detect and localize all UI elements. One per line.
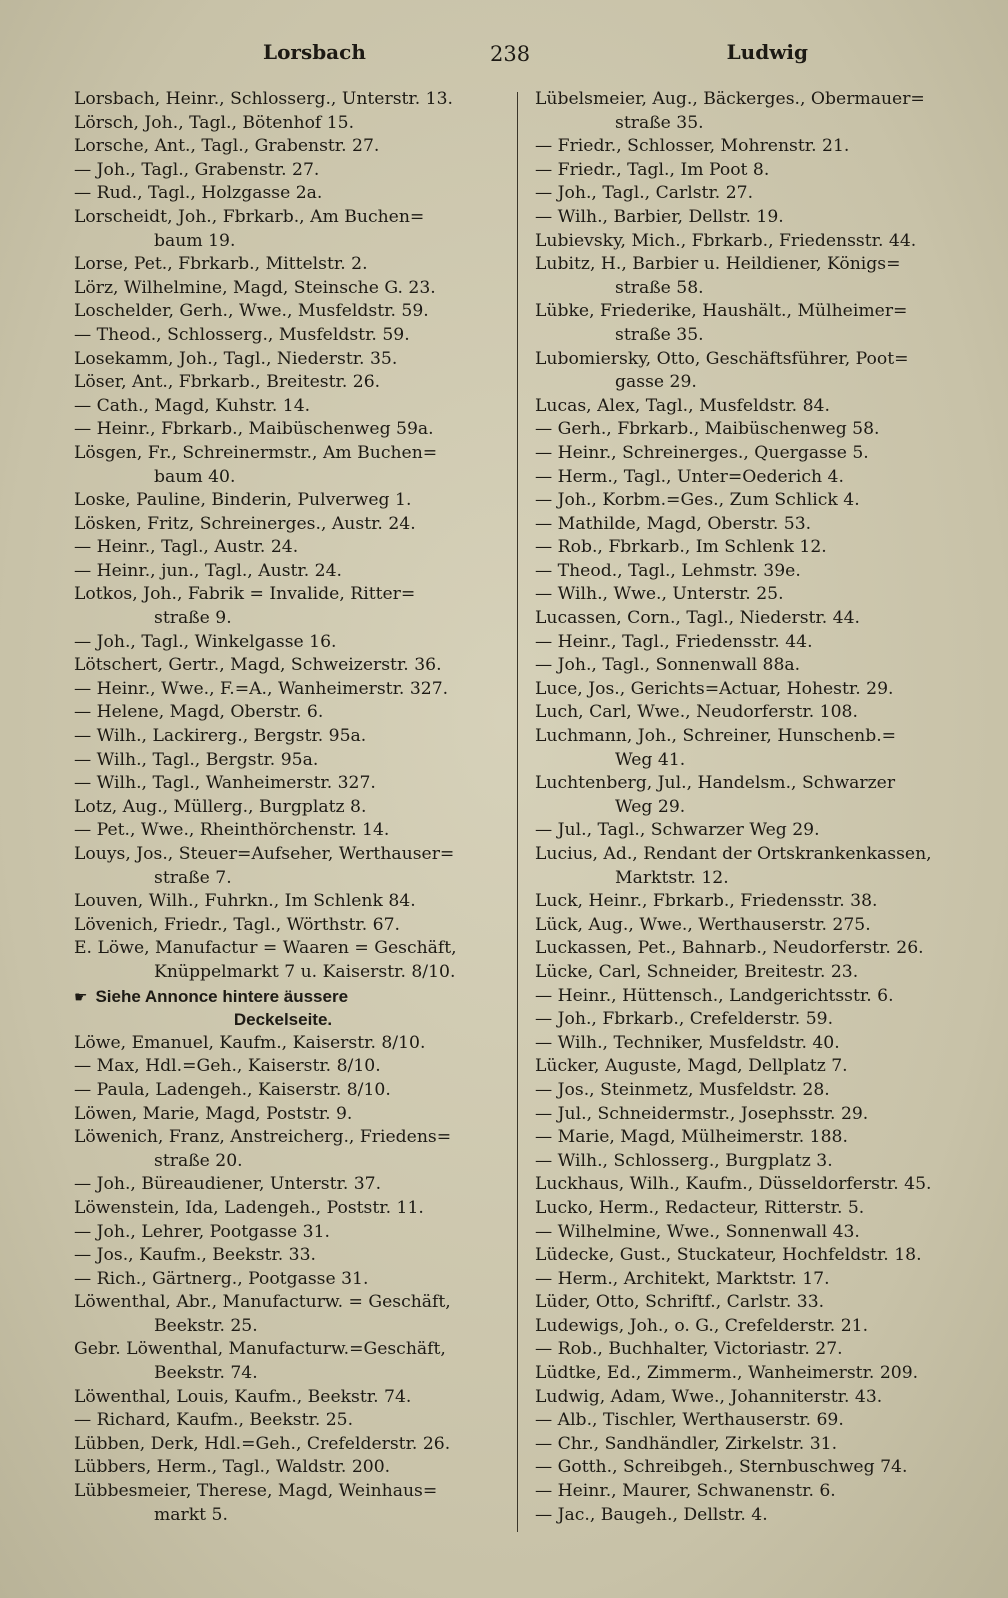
entry-text: Gebr. Löwenthal, Manufacturw.=Geschäft, [74,1339,446,1360]
entry-text: Löwenthal, Louis, Kaufm., Beekstr. 74. [74,1386,412,1407]
entry-text: — Max, Hdl.=Geh., Kaiserstr. 8/10. [74,1056,381,1077]
entry-text: Luck, Heinr., Fbrkarb., Friedensstr. 38. [535,891,878,912]
directory-entry [535,1126,970,1150]
entry-text: Lübbers, Herm., Tagl., Waldstr. 200. [74,1457,391,1478]
entry-continuation [74,1315,492,1339]
entry-continuation [535,867,970,891]
entry-continuation [74,1362,492,1386]
directory-entry [535,1480,970,1504]
entry-continuation [74,867,492,891]
directory-entry [535,1055,970,1079]
entry-continuation [535,796,970,820]
entry-text: — Joh., Fbrkarb., Crefelderstr. 59. [535,1009,834,1030]
entry-text: Lucius, Ad., Rendant der Ortskrankenkassen, [535,844,932,864]
entry-continuation [74,1504,492,1528]
entry-text: Luchmann, Joh., Schreiner, Hunschenb.= [535,726,897,747]
entry-text: — Friedr., Tagl., Im Poot 8. [535,159,770,180]
directory-entry [535,819,970,843]
directory-entry [74,513,492,537]
entry-text: — Joh., Tagl., Carlstr. 27. [535,183,754,204]
directory-entry [74,725,492,749]
entry-text: Lotkos, Joh., Fabrik = Invalide, Ritter= [74,584,416,605]
directory-entry [535,985,970,1009]
entry-text: Marktstr. 12. [615,867,729,888]
directory-entry [74,796,492,820]
entry-text: Löser, Ant., Fbrkarb., Breitestr. 26. [74,372,381,393]
entry-text: baum 19. [154,230,236,251]
directory-entry [535,348,970,372]
directory-entry [74,300,492,324]
entry-text: Lübelsmeier, Aug., Bäckerges., Obermauer= [535,89,925,109]
directory-entry [535,1008,970,1032]
directory-entry [535,206,970,230]
directory-entry [535,1409,970,1433]
directory-entry [74,1338,492,1362]
entry-text: Lubitz, H., Barbier u. Heildiener, Königs= [535,254,901,275]
entry-text: — Chr., Sandhändler, Zirkelstr. 31. [535,1433,838,1454]
directory-entry [74,1386,492,1410]
entry-text: Lorse, Pet., Fbrkarb., Mittelstr. 2. [74,254,368,275]
directory-entry [74,560,492,584]
entry-text: Lucas, Alex, Tagl., Musfeldstr. 84. [535,395,830,416]
entry-text: — Richard, Kaufm., Beekstr. 25. [74,1410,354,1431]
entry-continuation [535,324,970,348]
directory-entry [535,88,970,112]
directory-entry [535,1386,970,1410]
directory-entry [535,1504,970,1528]
directory-entry [74,1103,492,1127]
directory-entry [535,890,970,914]
entry-text: Lüdecke, Gust., Stuckateur, Hochfeldstr. 18. [535,1245,922,1266]
entry-text: Lubomiersky, Otto, Geschäftsführer, Poot= [535,348,909,369]
directory-entry [535,300,970,324]
directory-entry [74,890,492,914]
directory-entry [535,560,970,584]
directory-entry [74,135,492,159]
entry-text: Lübke, Friederike, Haushält., Mülheimer= [535,301,908,322]
directory-entry [74,1126,492,1150]
annonce-note [74,985,492,1009]
entry-text: Lüder, Otto, Schriftf., Carlstr. 33. [535,1292,825,1313]
entry-text: — Gotth., Schreibgeh., Sternbuschweg 74. [535,1457,908,1478]
directory-entry [74,1244,492,1268]
entry-text: — Theod., Schlosserg., Musfeldstr. 59. [74,324,410,345]
entry-text: — Wilh., Tagl., Wanheimerstr. 327. [74,773,376,794]
directory-entry [535,230,970,254]
directory-entry [74,914,492,938]
entry-text: Luckassen, Pet., Bahnarb., Neudorferstr. 26. [535,938,924,959]
directory-entry [74,1433,492,1457]
entry-text: Loschelder, Gerh., Wwe., Musfeldstr. 59. [74,301,429,322]
entry-text: Lövenich, Friedr., Tagl., Wörthstr. 67. [74,914,400,935]
directory-entry [535,961,970,985]
entry-text: Beekstr. 74. [154,1363,258,1384]
directory-entry [74,1409,492,1433]
entry-text: — Heinr., Wwe., F.=A., Wanheimerstr. 327. [74,678,449,699]
entry-text: Lörz, Wilhelmine, Magd, Steinsche G. 23. [74,277,436,298]
entry-text: Louven, Wilh., Fuhrkn., Im Schlenk 84. [74,891,416,912]
directory-entry [74,371,492,395]
entry-text: — Jos., Kaufm., Beekstr. 33. [74,1245,317,1266]
entry-text: — Jac., Baugeh., Dellstr. 4. [535,1504,768,1525]
entry-text: Löwenthal, Abr., Manufacturw. = Geschäft, [74,1292,451,1313]
running-head-left: Lorsbach [263,40,366,64]
directory-entry [535,159,970,183]
directory-entry [535,1268,970,1292]
entry-text: E. Löwe, Manufactur = Waaren = Geschäft, [74,938,457,959]
entry-text: — Wilh., Techniker, Musfeldstr. 40. [535,1032,840,1053]
directory-entry [74,1079,492,1103]
entry-text: straße 35. [615,112,704,133]
entry-text: — Heinr., jun., Tagl., Austr. 24. [74,560,343,581]
directory-entry [74,1291,492,1315]
entry-text: — Joh., Lehrer, Pootgasse 31. [74,1221,330,1242]
entry-text: Löwenich, Franz, Anstreicherg., Friedens= [74,1127,452,1148]
directory-entry [535,1150,970,1174]
directory-entry [74,324,492,348]
entry-continuation [74,961,492,985]
directory-entry [535,1338,970,1362]
entry-text: Lorsche, Ant., Tagl., Grabenstr. 27. [74,136,380,157]
entry-text: — Gerh., Fbrkarb., Maibüschenweg 58. [535,419,880,440]
entry-text: Louys, Jos., Steuer=Aufseher, Werthauser= [74,844,455,864]
entry-text: — Rob., Fbrkarb., Im Schlenk 12. [535,537,827,558]
entry-text: — Marie, Magd, Mülheimerstr. 188. [535,1127,848,1148]
entry-text: — Heinr., Tagl., Austr. 24. [74,537,299,558]
entry-text: — Heinr., Hüttensch., Landgerichtsstr. 6. [535,985,894,1006]
directory-entry [74,1268,492,1292]
directory-entry [535,182,970,206]
right-column [535,88,970,1527]
entry-text: Luch, Carl, Wwe., Neudorferstr. 108. [535,702,858,723]
entry-text: — Rob., Buchhalter, Victoriastr. 27. [535,1339,843,1360]
entry-text: — Heinr., Maurer, Schwanenstr. 6. [535,1481,836,1502]
directory-entry [535,843,970,867]
directory-entry [535,772,970,796]
entry-text: — Herm., Architekt, Marktstr. 17. [535,1268,830,1289]
entry-text: — Alb., Tischler, Werthauserstr. 69. [535,1410,844,1431]
directory-entry [535,395,970,419]
directory-entry [74,1032,492,1056]
directory-entry [74,112,492,136]
entry-text: — Helene, Magd, Oberstr. 6. [74,702,324,723]
entry-text: Beekstr. 25. [154,1315,258,1336]
entry-text: Lösken, Fritz, Schreinerges., Austr. 24. [74,513,416,534]
annonce-note [74,1008,492,1032]
entry-text: gasse 29. [615,372,697,393]
entry-text: — Heinr., Tagl., Friedensstr. 44. [535,631,813,652]
entry-text: — Wilh., Wwe., Unterstr. 25. [535,584,784,605]
entry-text: Lubievsky, Mich., Fbrkarb., Friedensstr. 44. [535,230,917,251]
entry-text: — Joh., Tagl., Winkelgasse 16. [74,631,337,652]
entry-text: Luchtenberg, Jul., Handelsm., Schwarzer [535,773,896,794]
entry-text: Lübben, Derk, Hdl.=Geh., Crefelderstr. 26. [74,1433,451,1454]
entry-text: Ludwig, Adam, Wwe., Johanniterstr. 43. [535,1386,883,1407]
directory-entry [535,489,970,513]
entry-text: — Friedr., Schlosser, Mohrenstr. 21. [535,136,850,157]
entry-text: — Cath., Magd, Kuhstr. 14. [74,395,311,416]
running-head-right: Ludwig [726,40,808,64]
entry-text: straße 58. [615,277,704,298]
directory-entry [74,489,492,513]
directory-entry [535,253,970,277]
directory-entry [74,182,492,206]
entry-text: Weg 29. [615,796,686,817]
entry-text: — Herm., Tagl., Unter=Oederich 4. [535,466,844,487]
entry-text: Lücker, Auguste, Magd, Dellplatz 7. [535,1056,848,1077]
directory-entry [535,1244,970,1268]
page-header [70,40,938,74]
directory-entry [535,442,970,466]
directory-entry [74,1055,492,1079]
entry-text: Lösgen, Fr., Schreinermstr., Am Buchen= [74,442,438,463]
entry-continuation [535,112,970,136]
entry-text: Lötschert, Gertr., Magd, Schweizerstr. 36. [74,655,442,676]
entry-text: — Joh., Korbm.=Ges., Zum Schlick 4. [535,490,860,511]
column-divider [517,92,518,1532]
directory-entry [74,583,492,607]
entry-text: Lücke, Carl, Schneider, Breitestr. 23. [535,961,859,982]
directory-entry [535,1197,970,1221]
directory-entry [74,654,492,678]
entry-continuation [74,466,492,490]
directory-entry [535,1291,970,1315]
entry-text: — Jul., Schneidermstr., Josephsstr. 29. [535,1103,869,1124]
directory-entry [74,937,492,961]
pointing-hand-icon: ☛ [74,988,88,1006]
directory-entry [535,1173,970,1197]
directory-entry [74,819,492,843]
entry-text: Lucassen, Corn., Tagl., Niederstr. 44. [535,608,861,629]
directory-entry [74,1173,492,1197]
entry-text: Lübbesmeier, Therese, Magd, Weinhaus= [74,1481,438,1502]
left-column [74,88,492,1527]
entry-text: Lörsch, Joh., Tagl., Bötenhof 15. [74,112,355,133]
directory-entry [535,536,970,560]
directory-entry [74,206,492,230]
entry-text: Lucko, Herm., Redacteur, Ritterstr. 5. [535,1197,865,1218]
entry-text: — Heinr., Fbrkarb., Maibüschenweg 59a. [74,419,434,440]
entry-text: Knüppelmarkt 7 u. Kaiserstr. 8/10. [154,961,456,982]
directory-entry [74,701,492,725]
directory-entry [74,536,492,560]
entry-text: Lorscheidt, Joh., Fbrkarb., Am Buchen= [74,206,425,227]
directory-entry [74,159,492,183]
directory-entry [535,1221,970,1245]
entry-text: Luckhaus, Wilh., Kaufm., Düsseldorferstr. 45. [535,1174,932,1195]
directory-entry [535,1079,970,1103]
entry-text: Luce, Jos., Gerichts=Actuar, Hohestr. 29. [535,678,894,699]
directory-entry [74,348,492,372]
entry-text: — Paula, Ladengeh., Kaiserstr. 8/10. [74,1079,391,1100]
entry-text: — Wilhelmine, Wwe., Sonnenwall 43. [535,1221,860,1242]
directory-entry [535,1103,970,1127]
entry-text: Lotz, Aug., Müllerg., Burgplatz 8. [74,796,367,817]
directory-entry [74,442,492,466]
entry-text: — Heinr., Schreinerges., Quergasse 5. [535,442,869,463]
entry-text: Lück, Aug., Wwe., Werthauserstr. 275. [535,914,871,935]
directory-entry [535,701,970,725]
entry-text: — Wilh., Tagl., Bergstr. 95a. [74,749,319,770]
entry-text: — Jul., Tagl., Schwarzer Weg 29. [535,820,820,841]
entry-text: — Wilh., Lackirerg., Bergstr. 95a. [74,726,367,747]
page-number: 238 [490,42,531,66]
directory-entry [535,937,970,961]
entry-text: Lorsbach, Heinr., Schlosserg., Unterstr. 13. [74,89,454,109]
directory-entry [74,277,492,301]
directory-entry [535,466,970,490]
directory-entry [74,749,492,773]
entry-text: straße 35. [615,324,704,345]
entry-text: — Wilh., Barbier, Dellstr. 19. [535,206,784,227]
directory-entry [535,1362,970,1386]
directory-entry [535,1456,970,1480]
directory-entry [74,253,492,277]
directory-entry [74,1456,492,1480]
entry-text: — Jos., Steinmetz, Musfeldstr. 28. [535,1079,830,1100]
directory-entry [74,395,492,419]
directory-entry [535,725,970,749]
entry-text: Weg 41. [615,749,686,770]
entry-text: Loske, Pauline, Binderin, Pulverweg 1. [74,490,412,511]
directory-entry [74,1480,492,1504]
directory-entry [535,1315,970,1339]
directory-entry [74,1197,492,1221]
entry-continuation [74,1150,492,1174]
entry-text: markt 5. [154,1504,228,1525]
directory-entry [535,418,970,442]
directory-entry [535,607,970,631]
entry-text: — Wilh., Schlosserg., Burgplatz 3. [535,1150,833,1171]
entry-text: Löwe, Emanuel, Kaufm., Kaiserstr. 8/10. [74,1032,426,1053]
directory-entry [74,88,492,112]
entry-text: Löwen, Marie, Magd, Poststr. 9. [74,1103,353,1124]
directory-entry [535,1032,970,1056]
entry-text: straße 20. [154,1150,243,1171]
entry-text: — Mathilde, Magd, Oberstr. 53. [535,513,812,534]
directory-entry [74,1221,492,1245]
entry-text: Ludewigs, Joh., o. G., Crefelderstr. 21. [535,1315,869,1336]
directory-entry [535,1433,970,1457]
entry-text: Lüdtke, Ed., Zimmerm., Wanheimerstr. 209. [535,1363,919,1384]
entry-text: — Joh., Tagl., Grabenstr. 27. [74,159,320,180]
directory-entry [74,678,492,702]
directory-entry [535,654,970,678]
entry-text: Losekamm, Joh., Tagl., Niederstr. 35. [74,348,398,369]
directory-entry [74,843,492,867]
entry-continuation [74,607,492,631]
entry-text: Löwenstein, Ida, Ladengeh., Poststr. 11. [74,1197,424,1218]
entry-continuation [535,371,970,395]
entry-continuation [535,749,970,773]
directory-entry [535,631,970,655]
entry-text: Deckelseite. [233,1010,333,1030]
entry-text: — Rud., Tagl., Holzgasse 2a. [74,183,323,204]
entry-text: — Joh., Tagl., Sonnenwall 88a. [535,655,801,676]
directory-entry [535,914,970,938]
directory-entry [535,135,970,159]
entry-text: straße 9. [154,608,232,629]
entry-continuation [74,230,492,254]
entry-text: — Joh., Büreaudiener, Unterstr. 37. [74,1174,382,1195]
entry-text: — Pet., Wwe., Rheinthörchenstr. 14. [74,820,390,841]
entry-text: straße 7. [154,867,232,888]
entry-text: — Theod., Tagl., Lehmstr. 39e. [535,560,801,581]
entry-text: Siehe Annonce hintere äussere [95,986,349,1006]
directory-entry [74,772,492,796]
directory-entry [535,583,970,607]
entry-text: — Rich., Gärtnerg., Pootgasse 31. [74,1268,369,1289]
entry-text: baum 40. [154,466,236,487]
entry-continuation [535,277,970,301]
directory-entry [74,631,492,655]
directory-entry [74,418,492,442]
directory-entry [535,678,970,702]
directory-entry [535,513,970,537]
